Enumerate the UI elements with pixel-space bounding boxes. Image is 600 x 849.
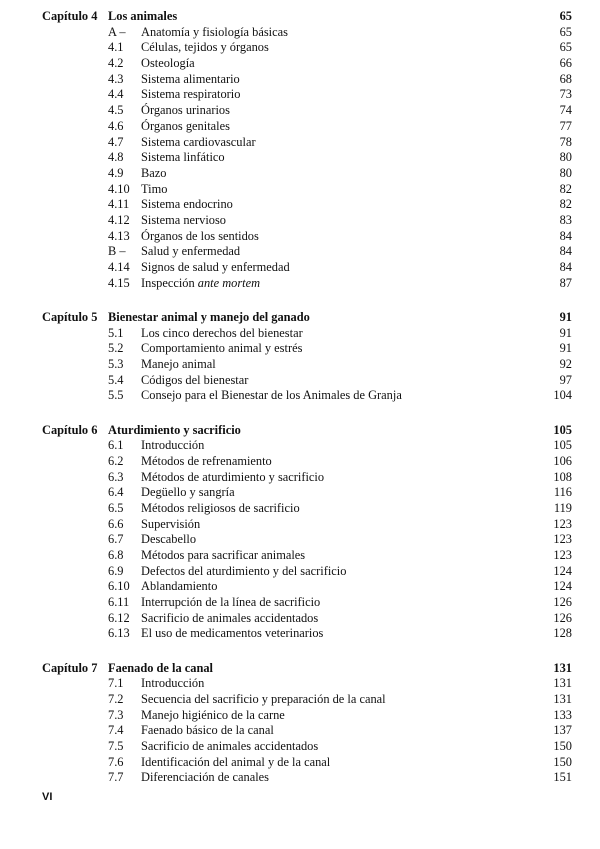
- toc-entry[interactable]: [0, 182, 600, 198]
- toc-entry[interactable]: [0, 388, 600, 404]
- toc-entry[interactable]: [0, 119, 600, 135]
- entry-title-text: Inspección: [141, 275, 195, 290]
- entry-title-text: Anatomía y fisiología básicas: [141, 24, 288, 39]
- entry-page-number: 97: [559, 372, 572, 387]
- entry-title-text: Bazo: [141, 165, 167, 180]
- entry-title: [141, 438, 204, 454]
- toc-entry[interactable]: [0, 517, 600, 533]
- entry-number: 6.11: [108, 595, 130, 610]
- chapter-page-number: 131: [553, 660, 572, 675]
- entry-page-number: 151: [553, 770, 572, 785]
- toc-entry[interactable]: [0, 501, 600, 517]
- toc-entry[interactable]: [0, 72, 600, 88]
- entry-number: 4.5: [108, 103, 124, 118]
- entry-number: 4.15: [108, 275, 130, 290]
- entry-number: 4.7: [108, 134, 124, 149]
- entry-page-number: 105: [553, 438, 572, 453]
- chapter-label: Capítulo 6: [42, 422, 98, 437]
- entry-number: 7.3: [108, 707, 124, 722]
- entry-title: [141, 341, 302, 357]
- chapter-page-number: 91: [559, 309, 572, 324]
- entry-title: [141, 25, 288, 41]
- table-of-contents: [0, 9, 600, 805]
- entry-page-number: 123: [553, 532, 572, 547]
- entry-page-number: 68: [559, 71, 572, 86]
- chapter-heading[interactable]: [0, 310, 600, 326]
- entry-page-number: 150: [553, 739, 572, 754]
- entry-number: 4.9: [108, 165, 124, 180]
- toc-entry[interactable]: [0, 150, 600, 166]
- toc-entry[interactable]: [0, 87, 600, 103]
- toc-entry[interactable]: [0, 373, 600, 389]
- entry-page-number: 150: [553, 754, 572, 769]
- entry-number: 7.7: [108, 770, 124, 785]
- entry-number: 6.10: [108, 579, 130, 594]
- entry-page-number: 133: [553, 707, 572, 722]
- entry-title: [141, 388, 402, 404]
- entry-number: 6.7: [108, 532, 124, 547]
- toc-entry[interactable]: [0, 548, 600, 564]
- entry-title: [141, 708, 285, 724]
- entry-title: [141, 357, 216, 373]
- entry-title-text: Comportamiento animal y estrés: [141, 341, 303, 356]
- entry-title: [141, 103, 230, 119]
- entry-page-number: 80: [559, 165, 572, 180]
- entry-title: [141, 119, 230, 135]
- entry-page-number: 123: [553, 516, 572, 531]
- entry-title-text: Sistema respiratorio: [141, 87, 241, 102]
- entry-number: A –: [108, 24, 126, 39]
- entry-title: [141, 56, 195, 72]
- toc-entry[interactable]: [0, 229, 600, 245]
- toc-entry[interactable]: [0, 40, 600, 56]
- entry-page-number: 119: [553, 500, 572, 515]
- toc-entry[interactable]: [0, 454, 600, 470]
- entry-title-text: Métodos de aturdimiento y sacrificio: [141, 469, 325, 484]
- entry-title-text: Timo: [141, 181, 168, 196]
- chapter-heading[interactable]: [0, 423, 600, 439]
- entry-title-text: Órganos de los sentidos: [141, 228, 259, 243]
- entry-title-emphasis: ante mortem: [197, 275, 261, 290]
- entry-number: 5.4: [108, 372, 124, 387]
- entry-title-text: Órganos genitales: [141, 118, 230, 133]
- toc-entry[interactable]: [0, 276, 600, 292]
- chapter-title: Aturdimiento y sacrificio: [108, 422, 241, 437]
- entry-title-text: Degüello y sangría: [141, 485, 235, 500]
- entry-number: 4.14: [108, 260, 130, 274]
- entry-page-number: 73: [559, 87, 572, 102]
- entry-title: [141, 260, 290, 276]
- entry-title: [141, 676, 204, 692]
- entry-number: 6.2: [108, 453, 124, 468]
- toc-entry[interactable]: [0, 626, 600, 642]
- entry-title: [141, 135, 256, 151]
- entry-title: [141, 150, 225, 166]
- entry-number: 4.4: [108, 87, 124, 102]
- entry-title: [141, 485, 235, 501]
- entry-title-text: Defectos del aturdimiento y del sacrificio: [141, 563, 347, 578]
- toc-entry[interactable]: [0, 595, 600, 611]
- entry-title-text: Salud y enfermedad: [141, 244, 241, 259]
- entry-title: [141, 611, 318, 627]
- entry-title: [141, 326, 303, 342]
- entry-number: 7.1: [108, 676, 124, 691]
- toc-entry[interactable]: [0, 326, 600, 342]
- entry-title-text: Identificación del animal y de la canal: [141, 754, 331, 769]
- entry-number: 4.2: [108, 56, 124, 71]
- entry-number: 4.1: [108, 40, 124, 55]
- entry-page-number: 78: [559, 134, 572, 149]
- chapter-heading[interactable]: [0, 9, 600, 25]
- entry-title-text: Los cinco derechos del bienestar: [141, 325, 303, 340]
- toc-entry[interactable]: [0, 197, 600, 213]
- chapter-title: Los animales: [108, 9, 178, 23]
- chapter-label: Capítulo 7: [42, 660, 98, 675]
- entry-number: 4.3: [108, 71, 124, 86]
- entry-page-number: 80: [559, 150, 572, 165]
- entry-page-number: 87: [559, 275, 572, 290]
- entry-title-text: Osteología: [141, 56, 195, 71]
- entry-page-number: 124: [553, 563, 572, 578]
- entry-page-number: 124: [553, 579, 572, 594]
- entry-title: [141, 579, 217, 595]
- entry-page-number: 91: [559, 341, 572, 356]
- entry-title: [141, 197, 233, 213]
- chapter-section: [0, 423, 600, 643]
- entry-title: [141, 723, 274, 739]
- entry-number: 5.1: [108, 325, 124, 340]
- entry-title: [141, 517, 200, 533]
- entry-title-text: Consejo para el Bienestar de los Animales de Granja: [141, 388, 402, 403]
- entry-number: 4.12: [108, 212, 130, 227]
- entry-number: 4.6: [108, 118, 124, 133]
- entry-number: 4.11: [108, 197, 130, 212]
- entry-title-text: Sistema alimentario: [141, 71, 240, 86]
- entry-page-number: 84: [559, 260, 572, 274]
- chapter-title: Faenado de la canal: [108, 660, 213, 675]
- entry-title: [141, 470, 324, 486]
- entry-title: [141, 244, 240, 260]
- entry-number: 5.2: [108, 341, 124, 356]
- entry-title-text: Supervisión: [141, 516, 201, 531]
- entry-page-number: 77: [559, 118, 572, 133]
- entry-page-number: 91: [559, 325, 572, 340]
- entry-title-text: Diferenciación de canales: [141, 770, 269, 785]
- entry-page-number: 82: [559, 181, 572, 196]
- entry-title: [141, 501, 300, 517]
- entry-title: [141, 87, 240, 103]
- entry-number: 6.6: [108, 516, 124, 531]
- entry-number: 6.8: [108, 548, 124, 562]
- entry-title-text: Métodos para sacrificar animales: [141, 548, 306, 562]
- entry-title: [141, 595, 320, 611]
- entry-page-number: 92: [559, 356, 572, 371]
- entry-title: [141, 373, 248, 389]
- toc-entry[interactable]: [0, 676, 600, 692]
- entry-page-number: 65: [559, 24, 572, 39]
- entry-number: 7.5: [108, 739, 124, 754]
- toc-entry[interactable]: [0, 739, 600, 755]
- entry-number: 6.1: [108, 438, 124, 453]
- toc-entry[interactable]: [0, 692, 600, 708]
- entry-page-number: 116: [553, 485, 572, 500]
- toc-entry[interactable]: [0, 244, 600, 260]
- entry-title-text: Órganos urinarios: [141, 103, 230, 118]
- chapter-section: [0, 310, 600, 404]
- entry-title-text: Sistema linfático: [141, 150, 225, 165]
- toc-entry[interactable]: [0, 755, 600, 771]
- entry-page-number: 108: [553, 469, 572, 484]
- entry-number: 6.9: [108, 563, 124, 578]
- entry-title-text: Ablandamiento: [141, 579, 218, 594]
- toc-entry[interactable]: [0, 166, 600, 182]
- entry-title-text: Signos de salud y enfermedad: [141, 260, 290, 274]
- chapter-section: [0, 9, 600, 291]
- entry-title-text: Introducción: [141, 438, 205, 453]
- entry-page-number: 83: [559, 212, 572, 227]
- entry-title: [141, 626, 323, 642]
- entry-title-text: Sacrificio de animales accidentados: [141, 610, 319, 625]
- entry-title: [141, 692, 386, 708]
- entry-title: [141, 213, 226, 229]
- entry-title: [141, 739, 318, 755]
- entry-title-text: Sistema cardiovascular: [141, 134, 256, 149]
- entry-page-number: 131: [553, 692, 572, 706]
- toc-entry[interactable]: [0, 770, 600, 786]
- chapter-heading[interactable]: [0, 661, 600, 677]
- entry-title: [141, 182, 167, 198]
- entry-title: [141, 72, 240, 88]
- entry-number: 7.6: [108, 754, 124, 769]
- entry-title-text: Sacrificio de animales accidentados: [141, 739, 319, 754]
- chapter-page-number: 105: [553, 422, 572, 437]
- toc-entry[interactable]: [0, 357, 600, 373]
- entry-page-number: 126: [553, 610, 572, 625]
- entry-number: 7.2: [108, 692, 124, 706]
- entry-number: 4.8: [108, 150, 124, 165]
- entry-page-number: 82: [559, 197, 572, 212]
- toc-entry[interactable]: [0, 485, 600, 501]
- entry-title-text: Secuencia del sacrificio y preparación de la canal: [141, 692, 386, 706]
- entry-number: 4.10: [108, 181, 130, 196]
- entry-title-text: Sistema nervioso: [141, 212, 227, 227]
- entry-number: 7.4: [108, 723, 124, 738]
- entry-page-number: 106: [553, 453, 572, 468]
- entry-number: 6.3: [108, 469, 124, 484]
- toc-entry[interactable]: [0, 532, 600, 548]
- chapter-label: Capítulo 4: [42, 9, 98, 23]
- toc-entry[interactable]: [0, 723, 600, 739]
- entry-title-text: Métodos religiosos de sacrificio: [141, 500, 300, 515]
- entry-page-number: 137: [553, 723, 572, 738]
- toc-entry[interactable]: [0, 260, 600, 276]
- entry-page-number: 84: [559, 228, 572, 243]
- entry-number: B –: [108, 244, 126, 259]
- toc-entry[interactable]: [0, 470, 600, 486]
- entry-number: 5.3: [108, 356, 124, 371]
- entry-page-number: 123: [553, 548, 572, 562]
- toc-entry[interactable]: [0, 213, 600, 229]
- entry-number: 6.5: [108, 500, 124, 515]
- entry-title-text: Introducción: [141, 676, 205, 691]
- entry-title: [141, 548, 305, 564]
- entry-title: [141, 532, 196, 548]
- toc-entry[interactable]: [0, 341, 600, 357]
- entry-title: [141, 564, 346, 580]
- entry-title: [141, 755, 330, 771]
- chapter-label: Capítulo 5: [42, 309, 98, 324]
- entry-title-text: Células, tejidos y órganos: [141, 40, 269, 55]
- entry-title-text: El uso de medicamentos veterinarios: [141, 626, 324, 641]
- entry-title-text: Manejo higiénico de la carne: [141, 707, 285, 722]
- toc-entry[interactable]: [0, 438, 600, 454]
- entry-page-number: 74: [559, 103, 572, 118]
- entry-page-number: 126: [553, 595, 572, 610]
- toc-entry[interactable]: [0, 708, 600, 724]
- entry-page-number: 84: [559, 244, 572, 259]
- entry-title: [141, 770, 269, 786]
- entry-title-text: Manejo animal: [141, 356, 216, 371]
- entry-title: [141, 229, 259, 245]
- entry-title: [141, 454, 272, 470]
- toc-entry[interactable]: [0, 135, 600, 151]
- toc-entry[interactable]: [0, 25, 600, 41]
- entry-title-text: Códigos del bienestar: [141, 372, 249, 387]
- toc-entry[interactable]: [0, 564, 600, 580]
- entry-number: 6.12: [108, 610, 130, 625]
- toc-entry[interactable]: [0, 579, 600, 595]
- entry-title: [141, 276, 260, 292]
- page-folio: VI: [42, 791, 53, 803]
- entry-number: 6.4: [108, 485, 124, 500]
- entry-title-text: Faenado básico de la canal: [141, 723, 274, 738]
- entry-title-text: Métodos de refrenamiento: [141, 453, 272, 468]
- chapter-section: [0, 661, 600, 787]
- entry-page-number: 131: [553, 676, 572, 691]
- entry-title-text: Interrupción de la línea de sacrificio: [141, 595, 321, 610]
- entry-page-number: 66: [559, 56, 572, 71]
- entry-page-number: 65: [559, 40, 572, 55]
- entry-page-number: 104: [553, 388, 572, 403]
- chapter-page-number: 65: [559, 9, 572, 23]
- toc-entry[interactable]: [0, 56, 600, 72]
- entry-page-number: 128: [553, 626, 572, 641]
- toc-entry[interactable]: [0, 103, 600, 119]
- entry-number: 4.13: [108, 228, 130, 243]
- toc-entry[interactable]: [0, 611, 600, 627]
- entry-title-text: Descabello: [141, 532, 197, 547]
- entry-title: [141, 40, 269, 56]
- chapter-title: Bienestar animal y manejo del ganado: [108, 309, 310, 324]
- entry-number: 6.13: [108, 626, 130, 641]
- entry-title: [141, 166, 166, 182]
- entry-title-text: Sistema endocrino: [141, 197, 233, 212]
- entry-number: 5.5: [108, 388, 124, 403]
